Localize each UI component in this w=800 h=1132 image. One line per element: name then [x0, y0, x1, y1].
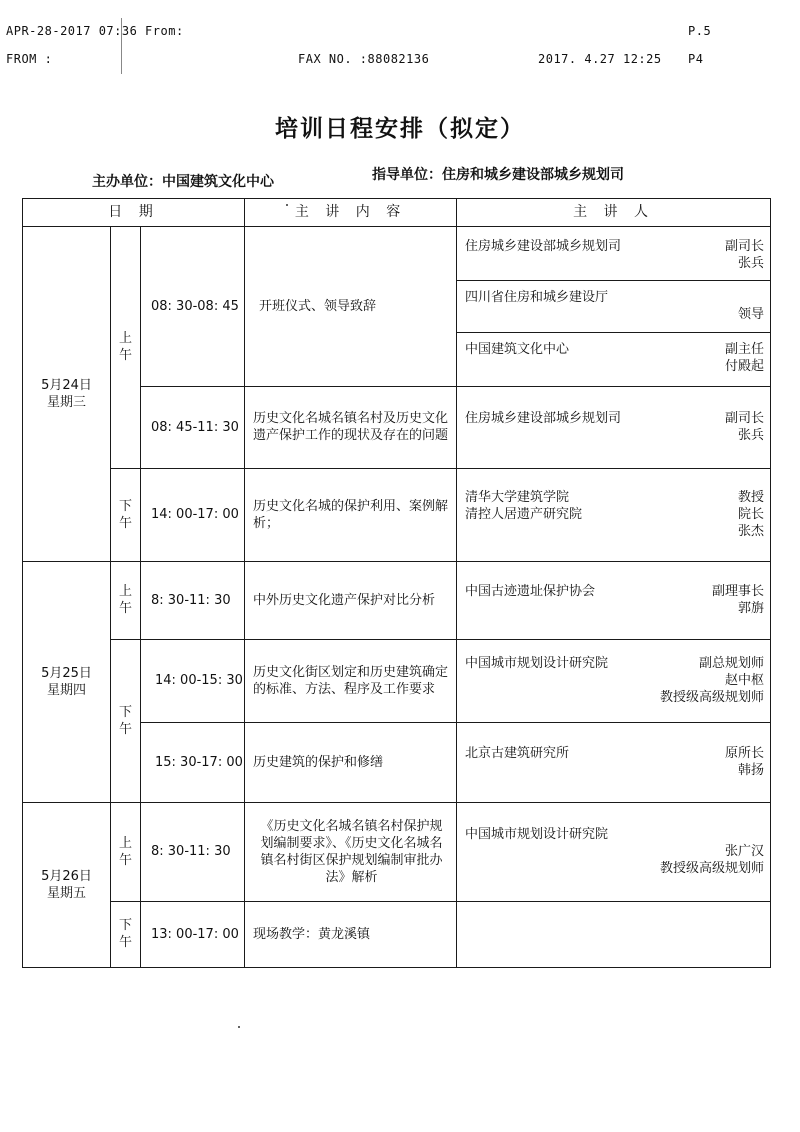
schedule-table: [22, 198, 771, 968]
speaker-org: 清控人居遗产研究院: [465, 507, 583, 523]
half-day-label: 上午: [118, 331, 132, 364]
guiding-unit: 指导单位：住房和城乡建设部城乡规划司: [372, 167, 624, 183]
speaker-name: 郭旃: [738, 601, 765, 617]
weekday-label: 星期四: [46, 682, 86, 698]
table-row: [23, 561, 771, 639]
speaker-title: 副主任: [725, 341, 765, 357]
speaker-title: 原所长: [725, 746, 765, 762]
page-title: 培训日程安排（拟定）: [275, 116, 525, 142]
speaker-name: 张杰: [738, 524, 765, 540]
speaker-entry: [465, 410, 764, 444]
half-day-label: 上午: [118, 584, 132, 617]
content-cell: 历史文化名城的保护利用、案例解析；: [245, 469, 457, 562]
speaker-org: 四川省住房和城乡建设厅: [465, 290, 609, 306]
speaker-cell: [457, 386, 771, 468]
speaker-entry: [465, 583, 764, 617]
speaker-cell: [457, 469, 771, 562]
header-speaker: 主 讲 人: [457, 199, 771, 227]
speaker-title: 副司长: [725, 411, 765, 427]
speaker-entry: [465, 655, 764, 706]
speaker-name: 付殿起: [725, 358, 765, 374]
table-row: [23, 802, 771, 901]
half-day-cell: [111, 901, 141, 967]
half-day-cell: [111, 469, 141, 562]
speaker-cell: [457, 640, 771, 722]
speaker-name: 张兵: [738, 255, 765, 271]
scan-speck: [286, 204, 288, 206]
time-cell: 8: 30-11: 30: [141, 802, 245, 901]
organizer: 主办单位：中国建筑文化中心: [92, 174, 274, 190]
speaker-cell: [457, 226, 771, 386]
header-date: 日 期: [23, 199, 245, 227]
content-cell: 历史文化街区划定和历史建筑确定的标准、方法、程序及工作要求: [245, 640, 457, 722]
speaker-title: 教授: [738, 490, 765, 506]
speaker-org: 中国城市规划设计研究院: [465, 827, 609, 843]
weekday-label: 星期三: [46, 394, 86, 410]
content-cell: 历史建筑的保护和修缮: [245, 722, 457, 802]
speaker-org: 住房城乡建设部城乡规划司: [465, 411, 622, 427]
speaker-title: 副理事长: [712, 584, 765, 600]
content-cell: 中外历史文化遗产保护对比分析: [245, 561, 457, 639]
fax-number: FAX NO. :88082136: [298, 52, 430, 66]
date-label: 5月24日: [41, 377, 92, 393]
speaker-org: 中国古迹遗址保护协会: [465, 584, 596, 600]
time-cell: 13: 00-17: 00: [141, 901, 245, 967]
speaker-name: 张兵: [738, 428, 765, 444]
fax-page-number: P.5: [688, 24, 712, 38]
speaker-entry: [465, 489, 764, 540]
fax-page: P4: [688, 52, 704, 66]
half-day-label: 上午: [118, 835, 132, 868]
half-day-cell: [111, 561, 141, 639]
speaker-entry: [465, 341, 764, 375]
time-cell: 14: 00-17: 00: [141, 469, 245, 562]
date-label: 5月26日: [41, 868, 92, 884]
weekday-label: 星期五: [46, 885, 86, 901]
table-row: [23, 901, 771, 967]
speaker-entry: [465, 289, 764, 323]
content-cell: 《历史文化名城名镇名村保护规划编制要求》、《历史文化名城名镇名村街区保护规划编制审批办法》解析: [245, 802, 457, 901]
half-day-cell: [111, 226, 141, 468]
content-cell: 开班仪式、领导致辞: [245, 226, 457, 386]
time-cell: 14: 00-15: 30: [141, 640, 245, 722]
speaker-org: 北京古建筑研究所: [465, 746, 570, 762]
fax-from: FROM :: [6, 52, 53, 66]
date-label: 5月25日: [41, 665, 92, 681]
table-row: [23, 226, 771, 386]
table-header-row: [23, 199, 771, 227]
speaker-note: 教授级高级规划师: [660, 690, 765, 706]
date-cell: [23, 561, 111, 802]
speaker-title: 副司长: [725, 238, 765, 254]
table-row: [23, 469, 771, 562]
content-cell: 现场教学：黄龙溪镇: [245, 901, 457, 967]
speaker-entry: [465, 826, 764, 877]
date-cell: [23, 802, 111, 967]
speaker-org: 清华大学建筑学院: [465, 490, 570, 506]
speaker-name: 领导: [738, 307, 765, 323]
half-day-label: 下午: [118, 918, 132, 951]
speaker-cell: [457, 722, 771, 802]
fax-divider: [121, 18, 122, 74]
half-day-label: 下午: [118, 705, 132, 738]
speaker-title: 副总规划师: [699, 656, 765, 672]
speaker-org: 中国城市规划设计研究院: [465, 656, 609, 672]
half-day-cell: [111, 802, 141, 901]
fax-date: 2017. 4.27 12:25: [538, 52, 662, 66]
time-cell: 8: 30-11: 30: [141, 561, 245, 639]
header-content: 主 讲 内 容: [245, 199, 457, 227]
speaker-name: 张广汉: [725, 844, 765, 860]
speaker-cell: [457, 561, 771, 639]
half-day-label: 下午: [118, 498, 132, 531]
speaker-cell: [457, 802, 771, 901]
table-row: [23, 640, 771, 722]
time-cell: 08: 45-11: 30: [141, 386, 245, 468]
speaker-entry: [465, 238, 764, 272]
date-cell: [23, 226, 111, 561]
content-cell: 历史文化名城名镇名村及历史文化遗产保护工作的现状及存在的问题: [245, 386, 457, 468]
scan-speck: [238, 1026, 240, 1028]
time-cell: 08: 30-08: 45: [141, 226, 245, 386]
speaker-name: 赵中枢: [725, 673, 765, 689]
speaker-org: 住房城乡建设部城乡规划司: [465, 238, 622, 254]
speaker-note: 教授级高级规划师: [660, 861, 765, 877]
speaker-title: 院长: [738, 507, 765, 523]
time-cell: 15: 30-17: 00: [141, 722, 245, 802]
speaker-org: 中国建筑文化中心: [465, 341, 570, 357]
speaker-cell: [457, 901, 771, 967]
speaker-name: 韩扬: [738, 763, 765, 779]
speaker-entry: [465, 745, 764, 779]
fax-timestamp-line: APR-28-2017 07:36 From:: [6, 24, 184, 38]
half-day-cell: [111, 640, 141, 803]
